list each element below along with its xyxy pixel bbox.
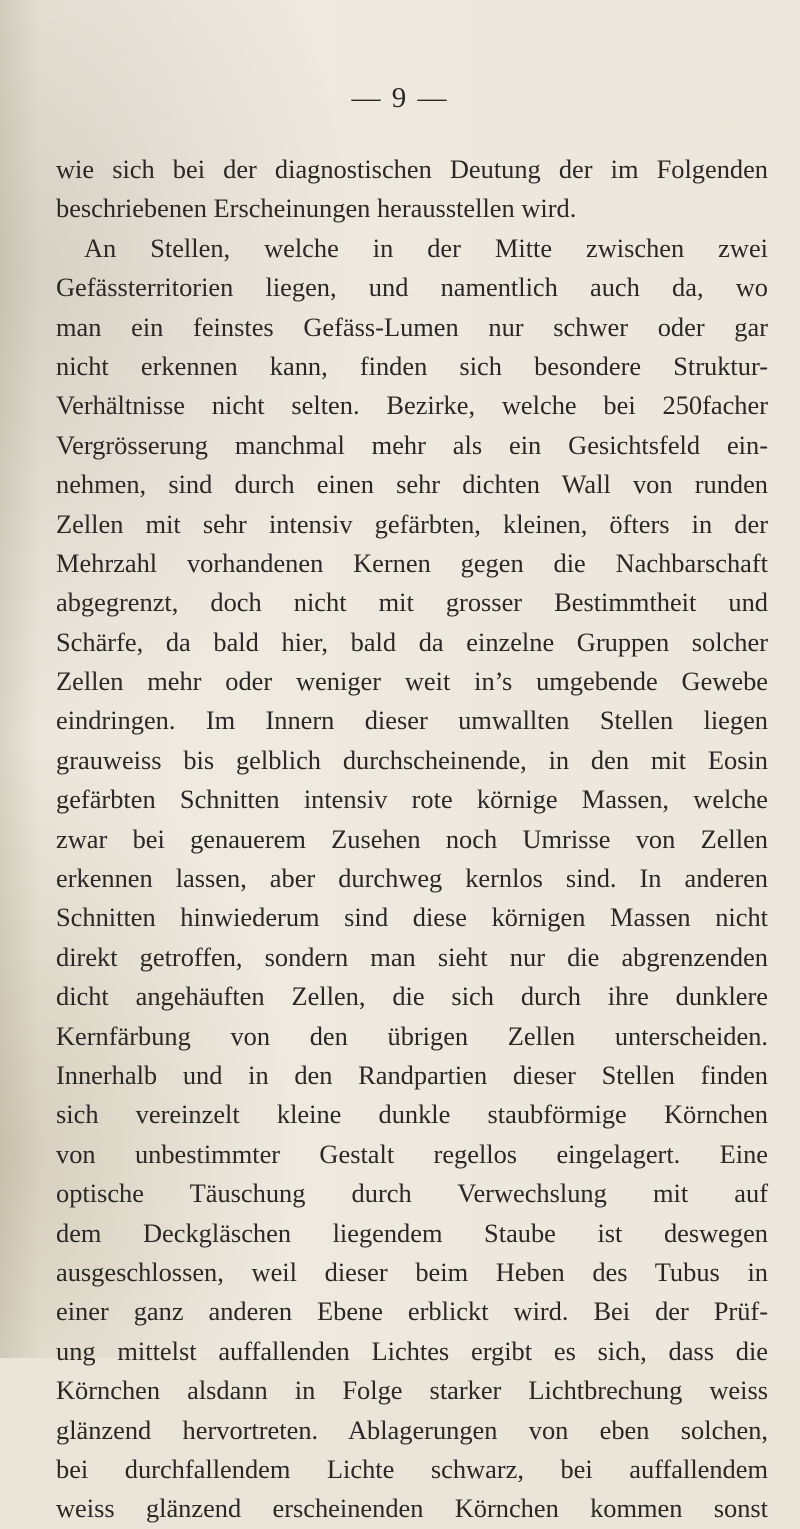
text-line: glänzend hervortreten. Ablagerungen von eben solchen, xyxy=(56,1414,768,1445)
text-line: beschriebenen Erscheinungen herausstellen wird. xyxy=(56,193,577,224)
text-line: Innerhalb und in den Randpartien dieser Stellen finden xyxy=(56,1059,768,1090)
text-line: dicht angehäuften Zellen, die sich durch ihre dunklere xyxy=(56,981,768,1012)
text-line: ung mittelst auffallenden Lichtes ergibt es sich, dass die xyxy=(56,1335,768,1366)
text-line: grauweiss bis gelblich durchscheinende, in den mit Eosin xyxy=(56,744,768,775)
text-line: nehmen, sind durch einen sehr dichten Wall von runden xyxy=(56,469,768,500)
text-line: Körnchen alsdann in Folge starker Lichtbrechung weiss xyxy=(56,1375,768,1406)
text-line: Zellen mit sehr intensiv gefärbten, kleinen, öfters in der xyxy=(56,508,768,539)
text-line: Zellen mehr oder weniger weit in’s umgebende Gewebe xyxy=(56,666,768,697)
text-line: Schärfe, da bald hier, bald da einzelne Gruppen solcher xyxy=(56,626,768,657)
text-line: von unbestimmter Gestalt regellos eingelagert. Eine xyxy=(56,1138,768,1169)
page-number: — 9 — xyxy=(351,82,449,114)
text-line: wie sich bei der diagnostischen Deutung der im Folgenden xyxy=(56,154,768,184)
text-line: gefärbten Schnitten intensiv rote körnige Massen, welche xyxy=(56,784,768,815)
body-text xyxy=(56,150,768,1529)
text-line: sich vereinzelt kleine dunkle staubförmige Körnchen xyxy=(56,1099,768,1130)
text-line: weiss glänzend erscheinenden Körnchen kommen sonst xyxy=(56,1493,768,1524)
text-line: Schnitten hinwiederum sind diese körnigen Massen nicht xyxy=(56,902,768,933)
text-line: ausgeschlossen, weil dieser beim Heben des Tubus in xyxy=(56,1256,768,1287)
text-line: nicht erkennen kann, finden sich besondere Struktur- xyxy=(56,350,768,381)
text-line: man ein feinstes Gefäss-Lumen nur schwer oder gar xyxy=(56,311,768,342)
text-line: Kernfärbung von den übrigen Zellen unterscheiden. xyxy=(56,1020,768,1051)
text-line: direkt getroffen, sondern man sieht nur die abgrenzenden xyxy=(56,941,768,972)
text-line: optische Täuschung durch Verwechslung mit auf xyxy=(56,1178,768,1209)
text-line: dem Deckgläschen liegendem Staube ist deswegen xyxy=(56,1217,768,1248)
text-line: einer ganz anderen Ebene erblickt wird. Bei der Prüf- xyxy=(56,1296,768,1327)
text-line: bei durchfallendem Lichte schwarz, bei auffallendem xyxy=(56,1453,768,1484)
text-line: Gefässterritorien liegen, und namentlich auch da, wo xyxy=(56,272,768,303)
text-line: erkennen lassen, aber durchweg kernlos sind. In anderen xyxy=(56,863,768,894)
text-line: eindringen. Im Innern dieser umwallten Stellen liegen xyxy=(56,705,768,736)
text-line: Vergrösserung manchmal mehr als ein Gesichtsfeld ein- xyxy=(56,429,768,460)
text-line: zwar bei genauerem Zusehen noch Umrisse von Zellen xyxy=(56,823,768,854)
text-line: An Stellen, welche in der Mitte zwischen zwei xyxy=(84,232,768,263)
text-line: Verhältnisse nicht selten. Bezirke, welche bei 250facher xyxy=(56,390,768,421)
text-line: abgegrenzt, doch nicht mit grosser Bestimmtheit und xyxy=(56,587,768,618)
text-line: Mehrzahl vorhandenen Kernen gegen die Nachbarschaft xyxy=(56,547,768,578)
